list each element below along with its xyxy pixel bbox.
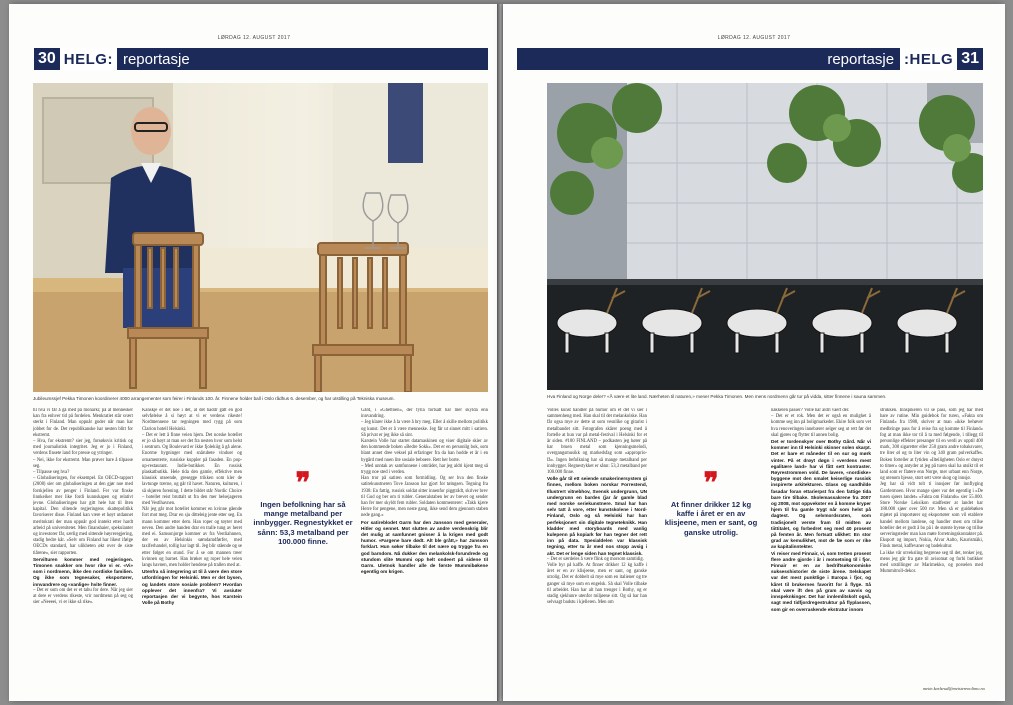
dateline: LØRDAG 12. AUGUST 2017: [217, 35, 291, 41]
paragraph: – Tilpasse seg hva?: [33, 470, 70, 476]
paragraph: Gård, i «Ghettoen», der fylla fortsatt har mer skylda enn innvandring.: [361, 408, 488, 420]
paragraph: Volles kunst handler på humor om et det vi sier i sammenheng med. Han skal til det melankolske. Han får ogsa mye av dette ut som vesnlike og gitarist i metalbandet sitt. Fotografen skårer poeng med å fortelle at hun var på metal-festival i Helsinki for et år siden. #100 FINLAND – podkasten jeg hører på har bruen metal som kjenningsmelodi, overgangsmusikk og markedsfag som «approprio-få». Ingen befolkning har så mange metalband per innbygger. Regnestykket er sånn: 53,3 metalband per 100.000 finne.: [547, 408, 647, 476]
paragraph: Servilturen kommer med regjeringen. Timonen snakker om hvor rike vi er. «Vi» som i nordmenn, ikke den nordiske familien. Og ikke som tegnesaker, eksportører, innvandrere og «vanlige» hvite finner.: [33, 556, 133, 587]
paragraph: Volle byr på kaffe. At finner drikker 12 kg kaffe i året er en av klisjeene, men er sant, og ganske utrolig. Det er dobbelt så mye som en italiener og tre ganger så mye som en engelsk. Så skal Volle tilbake til arbeidet. Han har alt han trenger i Bothy, og er stadig sjeklunre utenfor miljøene sitt. Og så har han selvsagt badstu i kjelleren. Men om: [547, 563, 647, 606]
paragraph: Når jeg går mot hotellet kommer en kvinne gående fort mot meg. Drar en sju ditteleig jente etter seg. En mann kommer etter dem. Han roper og tøyter med neven. Den andre handen drar en tralle tung av heret med ei. Samsonjorge kommer av fra Vestliahnnen, der en av Helsinkis sømdamdførfer, med taxiferhandel, tollig har lagt til. Jeg blir stående og se etter følget en stund. For å se om mannen treer kvinnen og barnet. Han brøker og roper hele veien langs havnen, men holder hendene på trallen med at.: [142, 507, 242, 569]
pull-quote: [661, 468, 761, 537]
subsection-box: [827, 48, 900, 70]
pull-quote: [253, 468, 353, 546]
paragraph: – Det er som om det er et tabu for dere. Når jeg sier at dere er verdens rikeste, vrir nordmenn på seg og sier «Neeeei, vi er ikke så rike».: [33, 587, 133, 606]
article-column-2: [771, 408, 871, 693]
pull-quote-text: Ingen befolkning har så mange metalband per innbygger. Regnestykket er sånn: 53,3 metalband per 100.000 finne.: [253, 500, 353, 546]
author-email[interactable]: mette.karlsrud@meisterenolimo.no: [923, 686, 985, 691]
paragraph: – Det er særdeles å være flink og morsom samtidig.: [547, 556, 644, 562]
subsection-box: [117, 48, 190, 70]
paragraph: – Nei, ikke for ekstremt. Man prøver bare å tilpasse seg.: [33, 457, 133, 469]
section-label-box: [900, 48, 957, 70]
paragraph: strukken. Innspikeren vil se pass, som jeg har med bare av rutine. Min guidebok for turen, «Fakta om Finland» fra 1988, skriver at man «ikke behøver medbringe pass for å reise fra og komme til Finland» fog at man ikke tor til å ta med følgende, i tillegg til personlige effekter presanger til en verdi av opptil 400 mark, 300 sigaretter eller 250 gram andre tobaksvarer, tre liter øl og to liter vin og 340 gram pulverkaffes. Boken forteller at fytiden «Ilteiligheten Oslo er drøyst to timer» og antyder at jeg på turen skal ha utsikt til et land som er flatere enn Norge, mer urbant enn Norge, og utenom bjesse, stort sett være skog og innsjø.: [880, 408, 983, 482]
paragraph: Jeg har så vidt tolt ti innsjøer før innflyging Gardermoen. Hvor mange sjøer var det egentlig i «De tusen sjøers landet» «Fakta om Finlands» sier 55.000. Store Norske Leksikon stadfester at landet har 188.000 sjøer over 500 m². Men så er guidebøken mjøtet på importører og eksportører som vil etablere handel mellom landene, og handler mest om trillse hoteller det er godt å bo på i de største byene og trillse serveringsteder man kan møte forretningskontakter på. Eksport og import, Nokia, Alvar Aalto, Kaurismäki, Finsk metal, kaffevaner og badekultur.: [880, 482, 983, 550]
paragraph: Kanskje er det noe i det, at det haddr gått en god selvfølelse å si høyt at vi er verdens rikeste! Nordmennene tar regningen med rygg på som Clarion hotell Helsinki.: [142, 408, 242, 432]
paragraph: Vi reiser med Finnair, vi, som tretten prosent flere andre gjorde i år i motsetning til i fjor. Finnair er en av bedriftsøkonomiske suksesshistorier de siste årene. Selskapet var det mest punktlige i Europa i fjor, og kåret til brukernes favoritt for å flyge. Så skal være ift den på gram av savvis og innspeknkinger. Det har innlemlitskolt også, sagt med tidfjordregestruktur på flyplassen, som gir en overraskende ekstratur innom: [771, 550, 871, 612]
subsection-label: reportasje: [122, 50, 190, 68]
paragraph: For satireblodet Garm har den Jansson med generaler, Hitler og sennet. Mot slutten av andre verdenskrig blir det mulig at samfunnet gnisser å la krigen med godt humor. «Fargene bare dødt. Alt ble grått,» har Jansson forklart. Hun søker tilbake til det nære og trygge fra en god barndom. Nå dukker den melankolsk-forundrede og stundom slite Mummi opp helt ondeert på sidene til Garm. Uletnok handler alle de første Mummibøkene egentlig om krigen.: [361, 519, 488, 575]
paragraph: Han tror på satiren som formidling. Og ser hva den finske satirekunstneren Tove Jansson har gjort for tøingsen. Tegning fra 1938: En fattig, russisk soldat sitter innenfor piggtrådt, skriver brev til Gud og ber om ti rubler. Generalstaben ler av brevet og sender han fer mer skyldt fem rubler. Soldaten kommenterer: «Takk kjære Herre for pengene, men neste gang, ikke send dem gjennom staben nede gang.»: [361, 476, 488, 519]
paragraph: – Med unntak av samfunnene i området, har jeg aldri kjent meg så trygg noe sted i verden.: [361, 463, 488, 476]
paragraph: La ikke vår utveksling begrense seg til det, tenker jeg, mens jeg går fra gate til avisomat og forbi butikker med utstillinger av Marimekko, og porselen med Mummitroll-dekor.: [880, 550, 983, 575]
portrait-photo: [33, 83, 488, 392]
paragraph: – Jeg klarer ikke å la være å bry meg. Eller å skille mellom politikk og kunst. Det er å være menneske. Jeg får ut sinnet mitt i satiren. Så privat er jeg ikke så sint.: [361, 420, 488, 438]
paragraph: Utenfra så integrering ut til å være den store utfordringen for Helsinki. Men er det bysen, og landets store sosiale problem? Hvordan opplever det innenfra? Vi avsiuter reportasjen der vi begynte, hos Karstein Volle på Bothy: [142, 569, 242, 606]
page-number-box: [957, 48, 983, 70]
section-header: [34, 48, 488, 70]
left-page: [9, 4, 499, 701]
section-label: HELG:: [63, 50, 113, 68]
paragraph: til hva vi får å gå med på monarki; på at mennesker kan fra enhver tid på fordelen. Menkratiet står svært sterkt i Finland. Man oppnår goder når man har jobbet for de. Det republikanske har nesten blitt for ekstremt.: [33, 408, 133, 438]
dateline: LØRDAG 12. AUGUST 2017: [717, 35, 791, 41]
article-column-2: [142, 408, 242, 693]
photo-caption: Jubileumssjef Pekka Timonen koordinerer 4000 arrangementer som feirer i Finlands 100. år. Finnene holder ball i Oslo rådhus 6. desember, og har utstilling på Tekniska museum.: [33, 396, 395, 401]
paragraph: Det er tordenskyer over Bothy Gård. Når vi kommer inn til Helsinki skinner solen skarpt. Det er bare et måneder til en sur og mørk vinter. På et drøyt døgn i «verdens mest egalitære land» har vi fått sett kontraster. Røyrestrommen vold. De lavere, «nordiske» byggene mot den smalet keiserlige russisk inspirerte arkitekturen. Glass og sandhilde fasadar foran ettarierpst fra den fattige tida bare tire tilbake. Skolemassakrene fra 2007 og 2008, mot oppvekster en å komme kryper hjem til fra gamle trygt når som helst på dagtest. Og selvmordsraten, som tradisjonelt verste fram til midten av tiittitalet, og forbedret seg med 40 prosent på femten år. Men fortsatt ulikhet: En stor grad av kemulikhet, mot de fæ som er rike av kapitalinntekter.: [771, 439, 871, 550]
article-column-3: [361, 408, 488, 693]
reindeer-photo: [547, 83, 983, 390]
right-page: [503, 4, 1005, 701]
subsection-label: reportasje: [827, 50, 895, 68]
photo-man-cafe: [33, 83, 488, 392]
page-number: 30: [38, 50, 56, 67]
pull-quote-text: At finner drikker 12 kg kaffe i året er en av klisjeene, men er sant, og ganske utrolig.: [664, 500, 758, 537]
paragraph: – Det er lett å finne veien hjem. Det norske hotellet er jo så høyt at man ser det fra nesten hvor som helst i sentrum. Og Boulevard er ikke fjolekiig å gå alene. Enorme bygninger med snårubete vinduer og ornamenterte, russiske kuppler på fasaden. En pop-up-restaurant. Indie-butikker. En russisk plaskatbutikk. Hele tida den gamle, effektive men klassisk utseende, gresegge trikken som kler de lavtunge trærne, og går til havet. Naturen, kulturen, i så skjøren forening. I dette bildet står Nordic Choice – hotellet reist bruttalt ut fra den mer helsejageren med Vestlhavnen.: [142, 432, 242, 507]
paragraph: Karstein Volle har startet datamaskinen og viser digitale skier av den kommende boken «Bedre Sokk». Det er en personlig bok, som blant annet dree veksel på erfaringer fra da han hodde et år i en bygård med noen lite sosiale beboere. Rett her borte.: [361, 439, 488, 463]
section-header: [517, 48, 983, 70]
paragraph: Volle går til ett seiende smakerinersystem gi finnes, mellom boken norskar Forrestend, Illustrert vitnebhov, Svensk undergrunn, UN undergrunn en bardes (jar år gamle blad med norske seriekunstnere. Smal har han selv tatt å vore, etter kunstskolene i Nord-Finland, Oslo og så Helsinki har han perfeksjonert sin digitale tegneteknikk. Han kladder med storyboards med vanlig kulepenn på kopiark før han tegner det rett inn på data. Spesialdelen var klassisk tegning, etter tu år med nos stopp avsig i akt. Det er lenge siden han tegnet klassisk.: [547, 476, 647, 556]
section-label-box: [60, 48, 117, 70]
article-column-3: [880, 408, 983, 684]
article-column-1: [33, 408, 133, 693]
paragraph: nakkelen passer? Volle har aldri vaert der.: [771, 408, 850, 413]
paragraph: – Det er et rok. Men det er også en mulighet å komme seg inn på boligmarkedet. Ekire folk som vet hva renoveringen innebærer selger seg ut rett før det skal gjøres og flytter til annen bolig.: [771, 414, 871, 438]
photo-reindeer-wall: [547, 83, 983, 390]
article-column-1: [547, 408, 647, 693]
section-label: :HELG: [904, 50, 954, 68]
quote-mark-icon: ❞: [703, 468, 719, 499]
paragraph: – Globaliseringen, for eksempel. En OECD-rapport (2008) sier om globaliseringen at den gjør noe med forskjellen av penger i Finland. Fer var finske linnkeiker mer like fordi kunnskapen og relativt jevne. Globaliseringen har gitt hele hat til liten kapital. Den slitende regjeringens skattepolitikk favoriserer disse. Finland kan være et høyt utdannet meritokrati der man oppnår god inntekt etter hardt arbeid på universitetet. Men finanshaier, spekulanter og investorer får, særlig med sittende høyreregjering, stadig bedre kår. «Selv om Finland har likest ifølge OECDs standard, har ulikheten økt over de siste tiårene», sier rapporten.: [33, 476, 133, 556]
page-number-box: [34, 48, 60, 70]
page-number: 31: [961, 50, 979, 67]
paragraph: – Hva, for ekstremt? sier jeg, forsøksvis kritisk og med journalistisk integritet. Jeg er jo i Finland, verdens finsete land for presse og ytringer.: [33, 439, 133, 457]
photo-caption: Hva Finland og Norge deler? «Å være et lite land. Nærheten til naturen,» mener Pekka Timonen. Men mens nordmenn går tur på vidda, sitter finnene i sauna sammen.: [547, 394, 887, 399]
quote-mark-icon: ❞: [295, 468, 311, 499]
